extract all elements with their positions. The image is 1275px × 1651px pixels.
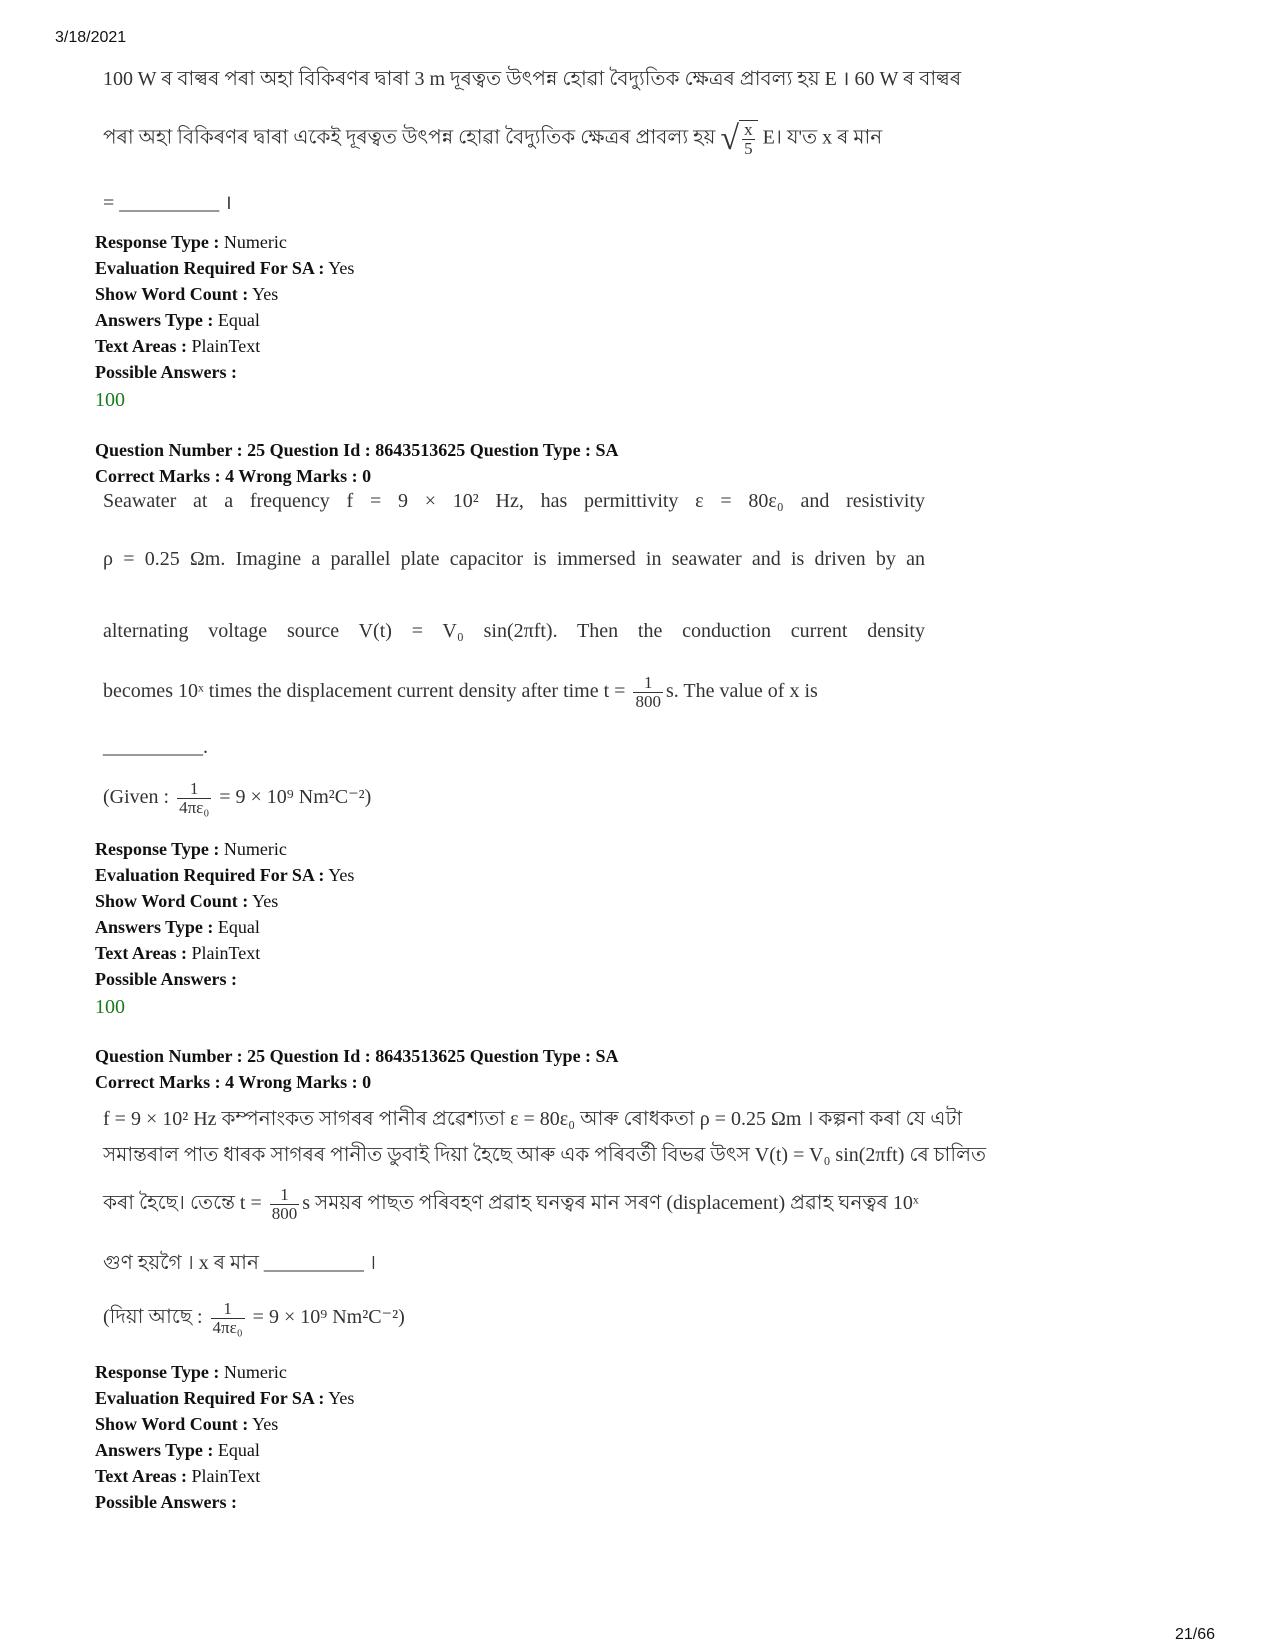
- q2-given: (Given : $\frac{1}{\text{4πε₀}}$ = 9 × 10⁹ Nm²C⁻²): [103, 779, 372, 817]
- text-areas-row: Text Areas : PlainText: [95, 1466, 261, 1486]
- text-areas-row: Text Areas : PlainText: [95, 336, 261, 356]
- q2-line-4-post: s. The value of x is: [665, 680, 818, 703]
- q2-line-5: __________.: [103, 736, 208, 758]
- response-type-row: Response Type : Numeric: [95, 232, 287, 252]
- given-fraction: $\frac{1}{\text{4πε₀}}$: [179, 779, 210, 817]
- response-type-row: Response Type : Numeric: [95, 1362, 287, 1382]
- print-date: 3/18/2021: [55, 29, 127, 46]
- possible-answers-row: Possible Answers :: [95, 362, 238, 382]
- q3-line-3: কৰা হৈছে। তেন্তে t = $\frac{1}{800}$ s সময়ৰ পাছত পৰিবহণ প্ৰৱাহ ঘনত্বৰ মান সৰণ (displacement) প্ৰৱাহ ঘনত্বৰ 10ˣ: [103, 1185, 919, 1223]
- time-fraction: [633, 674, 663, 711]
- evaluation-row: Evaluation Required For SA : Yes: [95, 865, 355, 885]
- given-fraction: $\frac{1}{\text{4πε₀}}$: [212, 1299, 243, 1337]
- answers-type-row: Answers Type : Equal: [95, 310, 260, 330]
- possible-answers-row: Possible Answers :: [95, 1492, 238, 1512]
- q3-line-2: সমান্তৰাল পাত ধাৰক সাগৰৰ পানীত ডুবাই দিয়া হৈছে আৰু এক পৰিবৰ্তী বিভৱ উৎস V(t) = V₀ sin(2πft) ৰে চালিত: [103, 1144, 986, 1166]
- q1-line-2: [103, 120, 925, 158]
- time-numerator: 1: [633, 674, 663, 693]
- answers-type-row: Answers Type : Equal: [95, 917, 260, 937]
- q1-line-2-text: পৰা অহা বিকিৰণৰ দ্বাৰা একেই দূৰত্বত উৎপন্ন হোৱা বৈদ্যুতিক ক্ষেত্ৰৰ প্ৰাবল্য হয়: [103, 126, 716, 149]
- sqrt-fraction: √ $\frac{x}{5}$: [720, 120, 757, 158]
- q1-line-1: 100 W ৰ বাল্বৰ পৰা অহা বিকিৰণৰ দ্বাৰা 3 m দূৰত্বত উৎপন্ন হোৱা বৈদ্যুতিক ক্ষেত্ৰৰ প্ৰাবল্য হয় E । 60 W ৰ বাল্বৰ: [103, 68, 962, 90]
- q3-given: (দিয়া আছে : $\frac{1}{\text{4πε₀}}$ = 9 × 10⁹ Nm²C⁻²): [103, 1299, 405, 1337]
- response-type-row: Response Type : Numeric: [95, 839, 287, 859]
- evaluation-row: Evaluation Required For SA : Yes: [95, 258, 355, 278]
- page-number: 21/66: [1175, 1626, 1216, 1643]
- q2-header-line-1: Question Number : 25 Question Id : 8643513625 Question Type : SA: [95, 440, 619, 460]
- possible-answer-value: 100: [95, 389, 125, 411]
- answers-type-row: Answers Type : Equal: [95, 1440, 260, 1460]
- possible-answer-value: 100: [95, 996, 125, 1018]
- possible-answers-row: Possible Answers :: [95, 969, 238, 989]
- evaluation-row: Evaluation Required For SA : Yes: [95, 1388, 355, 1408]
- q3-metadata: [95, 1359, 354, 1515]
- sqrt-denominator: 5: [744, 139, 753, 158]
- sqrt-numerator: x: [744, 120, 753, 139]
- q3-header-line-2: Correct Marks : 4 Wrong Marks : 0: [95, 1072, 372, 1092]
- q3-line-4: গুণ হয়গৈ । x ৰ মান __________ ।: [103, 1252, 377, 1274]
- time-denominator: 800: [635, 692, 661, 711]
- q1-metadata: [95, 229, 354, 413]
- q2-header: [95, 437, 619, 489]
- q2-line-3: alternating voltage source V(t) = V₀ sin(2πft). Then the conduction current density: [103, 620, 925, 642]
- q3-header-line-1: Question Number : 25 Question Id : 8643513625 Question Type : SA: [95, 1046, 619, 1066]
- q2-line-1: Seawater at a frequency f = 9 × 10² Hz, has permittivity ε = 80ε₀ and resistivity: [103, 490, 925, 512]
- word-count-row: Show Word Count : Yes: [95, 1414, 279, 1434]
- time-fraction: $\frac{1}{800}$: [271, 1185, 298, 1223]
- q2-line-2: ρ = 0.25 Ωm. Imagine a parallel plate capacitor is immersed in seawater and is driven by an: [103, 548, 925, 570]
- q2-line-4: [103, 674, 925, 711]
- q3-header: [95, 1043, 619, 1095]
- q2-line-4-text: becomes 10ˣ times the displacement current density after time t =: [103, 680, 626, 703]
- word-count-row: Show Word Count : Yes: [95, 284, 279, 304]
- q3-line-1: f = 9 × 10² Hz কম্পনাংকত সাগৰৰ পানীৰ প্ৰৱেশ্যতা ε = 80ε₀ আৰু ৰোধকতা ρ = 0.25 Ωm । কল্পনা কৰা যে এটা: [103, 1108, 963, 1130]
- q2-header-line-2: Correct Marks : 4 Wrong Marks : 0: [95, 466, 372, 486]
- q2-metadata: [95, 836, 354, 1020]
- text-areas-row: Text Areas : PlainText: [95, 943, 261, 963]
- q1-line-2-post: E। য'ত x ৰ মান: [762, 126, 883, 149]
- q1-line-3: = __________ ।: [103, 192, 232, 214]
- word-count-row: Show Word Count : Yes: [95, 891, 279, 911]
